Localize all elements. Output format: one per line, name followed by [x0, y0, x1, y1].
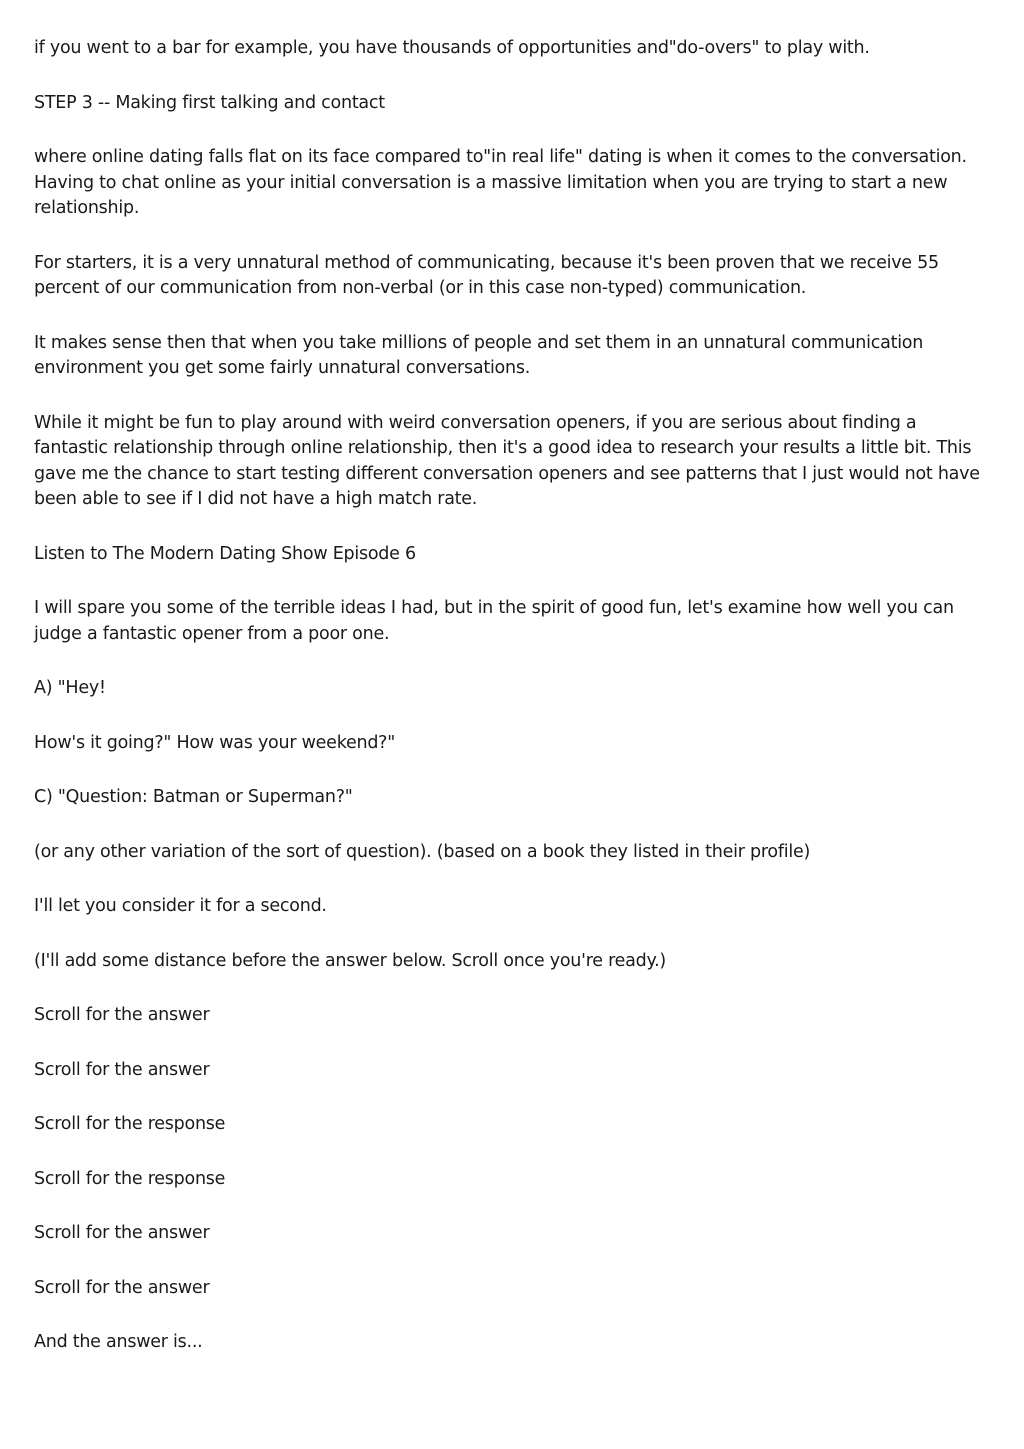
- scroll-line: Scroll for the answer: [34, 1059, 210, 1080]
- scroll-line: Scroll for the answer: [34, 1277, 210, 1298]
- scroll-line: Scroll for the answer: [34, 1005, 210, 1025]
- paragraph-bar-opportunities: if you went to a bar for example, you have thousands of opportunities and"do-overs" to play with.: [34, 38, 870, 58]
- consider-line: I'll let you consider it for a second.: [34, 896, 327, 916]
- option-a: A) "Hey!: [34, 678, 106, 698]
- option-c: C) "Question: Batman or Superman?": [34, 787, 353, 807]
- scroll-line: Scroll for the answer: [34, 1223, 210, 1243]
- podcast-reference: Listen to The Modern Dating Show Episode 6: [34, 543, 416, 564]
- scroll-line: Scroll for the response: [34, 1168, 226, 1189]
- step-3-heading: STEP 3 -- Making first talking and contact: [34, 92, 385, 113]
- answer-lead-in: And the answer is...: [34, 1332, 203, 1352]
- paragraph-judge-opener: I will spare you some of the terrible ideas I had, but in the spirit of good fun, let's examine how well you can judge a fantastic opener from a poor one.: [34, 598, 954, 644]
- paragraph-online-conversation: where online dating falls flat on its face compared to"in real life" dating is when it comes to the conversation. Having to chat online as your initial conversation is a massive limitation when you are trying to start a new relationship.: [34, 147, 967, 218]
- option-note: (or any other variation of the sort of question). (based on a book they listed in their profile): [34, 841, 811, 862]
- paragraph-unnatural-conversations: It makes sense then that when you take millions of people and set them in an unnatural communication environment you get some fairly unnatural conversations.: [34, 332, 924, 378]
- distance-note: (I'll add some distance before the answer below. Scroll once you're ready.): [34, 950, 667, 971]
- paragraph-nonverbal-communication: For starters, it is a very unnatural method of communicating, because it's been proven that we receive 55 percent of our communication from non-verbal (or in this case non-typed) communication.: [34, 252, 939, 298]
- option-a-continued: How's it going?" How was your weekend?": [34, 732, 396, 753]
- scroll-line: Scroll for the response: [34, 1114, 226, 1134]
- paragraph-testing-openers: While it might be fun to play around with weird conversation openers, if you are serious about finding a fantastic relationship through online relationship, then it's a good idea to research your results a little bit. This gave me the chance to start testing different conversation openers and see patterns that I just would not have been able to see if I did not have a high match rate.: [34, 412, 980, 509]
- document-body: [34, 36, 994, 1385]
